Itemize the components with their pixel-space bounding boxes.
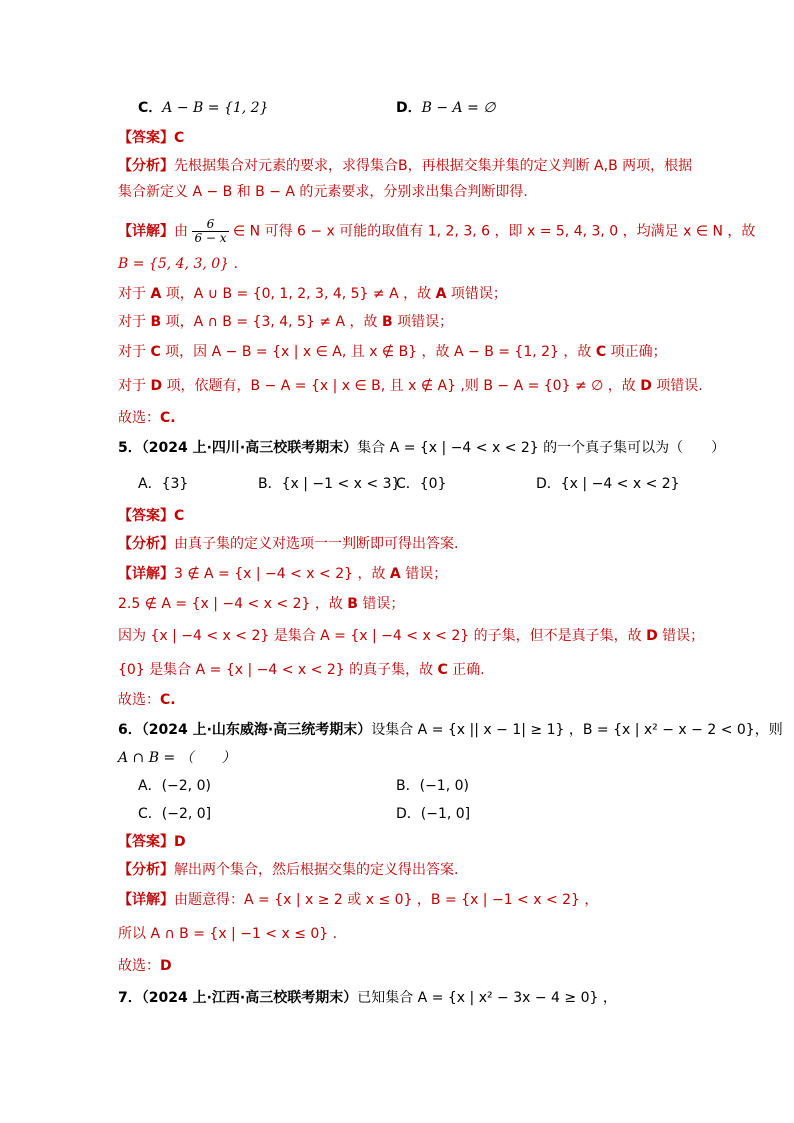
q7-stem: 7．（2024 上·江西·高三校联考期末）已知集合 A = {x | x² − 3x − 4 ≥ 0} ，: [118, 990, 617, 1006]
q4-choose: 故选：C.: [118, 410, 176, 426]
q6-option-a: A．(−2, 0): [138, 778, 211, 794]
q5-answer: 【答案】C: [118, 508, 185, 524]
q5-option-c: C．{0}: [396, 476, 447, 492]
q4-detail-b: 对于 B 项，A ∩ B = {3, 4, 5} ≠ A ，故 B 项错误；: [118, 314, 454, 330]
q4-detail-a: 对于 A 项，A ∪ B = {0, 1, 2, 3, 4, 5} ≠ A ，故 A 项错误；: [118, 286, 507, 302]
q4-detail-d: 对于 D 项，依题有，B − A = {x | x ∈ B, 且 x ∉ A} ,则 B − A = {0} ≠ ∅ ，故 D 项错误.: [118, 378, 703, 394]
q5-stem: 5．（2024 上·四川·高三校联考期末）集合 A = {x | −4 < x < 2} 的一个真子集可以为（ ）: [118, 440, 726, 456]
q4-answer: 【答案】C: [118, 130, 185, 146]
q6-detail-2: 所以 A ∩ B = {x | −1 < x ≤ 0} .: [118, 926, 338, 942]
q5-choose: 故选：C.: [118, 692, 176, 708]
q5-detail-4: {0} 是集合 A = {x | −4 < x < 2} 的真子集，故 C 正确.: [118, 662, 485, 678]
q6-stem-line2: A ∩ B = （ ）: [118, 750, 236, 766]
q6-option-d: D．(−1, 0]: [396, 806, 471, 822]
q6-detail-1: 【详解】由题意得：A = {x | x ≥ 2 或 x ≤ 0} ，B = {x | −1 < x < 2} ，: [118, 892, 599, 908]
q4-detail-c: 对于 C 项，因 A − B = {x | x ∈ A, 且 x ∉ B} ，故 A − B = {1, 2} ，故 C 项正确；: [118, 344, 667, 360]
q4-analysis-line2: 集合新定义 A − B 和 B − A 的元素要求，分别求出集合判断即得.: [118, 184, 528, 200]
q6-option-b: B．(−1, 0): [396, 778, 469, 794]
fraction-6-over-6-minus-x: $\frac{6}{6 - x}$: [194, 217, 227, 245]
q5-analysis: 【分析】由真子集的定义对选项一一判断即可得出答案.: [118, 536, 459, 552]
q4-option-d: D．B − A = ∅: [396, 100, 496, 116]
q6-choose: 故选：D: [118, 958, 172, 974]
q5-option-b: B．{x | −1 < x < 3}: [258, 476, 401, 492]
q5-option-a: A．{3}: [138, 476, 189, 492]
q5-detail-1: 【详解】3 ∉ A = {x | −4 < x < 2} ，故 A 错误；: [118, 566, 448, 582]
q4-detail-line1: 【详解】由 $\frac{6}{6 - x}$ ∈ N 可得 6 − x 可能的取值有 1, 2, 3, 6 ，即 x = 5, 4, 3, 0 ，均满足 x ∈ N ，故: [118, 217, 756, 245]
q4-analysis-line1: 【分析】先根据集合对元素的要求，求得集合B，再根据交集并集的定义判断 A,B 两项，根据: [118, 158, 693, 174]
q5-option-d: D．{x | −4 < x < 2}: [536, 476, 680, 492]
q5-detail-2: 2.5 ∉ A = {x | −4 < x < 2} ，故 B 错误；: [118, 596, 405, 612]
q6-option-c: C．(−2, 0]: [138, 806, 212, 822]
q6-stem-line1: 6．（2024 上·山东威海·高三统考期末）设集合 A = {x || x − 1| ≥ 1} ，B = {x | x² − x − 2 < 0}，则: [118, 722, 783, 738]
q4-option-c: C．A − B = {1, 2}: [138, 100, 269, 116]
q5-detail-3: 因为 {x | −4 < x < 2} 是集合 A = {x | −4 < x < 2} 的子集，但不是真子集，故 D 错误；: [118, 628, 705, 644]
q6-answer: 【答案】D: [118, 834, 186, 850]
q6-analysis: 【分析】解出两个集合，然后根据交集的定义得出答案.: [118, 862, 459, 878]
q4-detail-line2: B = {5, 4, 3, 0} .: [118, 256, 238, 272]
